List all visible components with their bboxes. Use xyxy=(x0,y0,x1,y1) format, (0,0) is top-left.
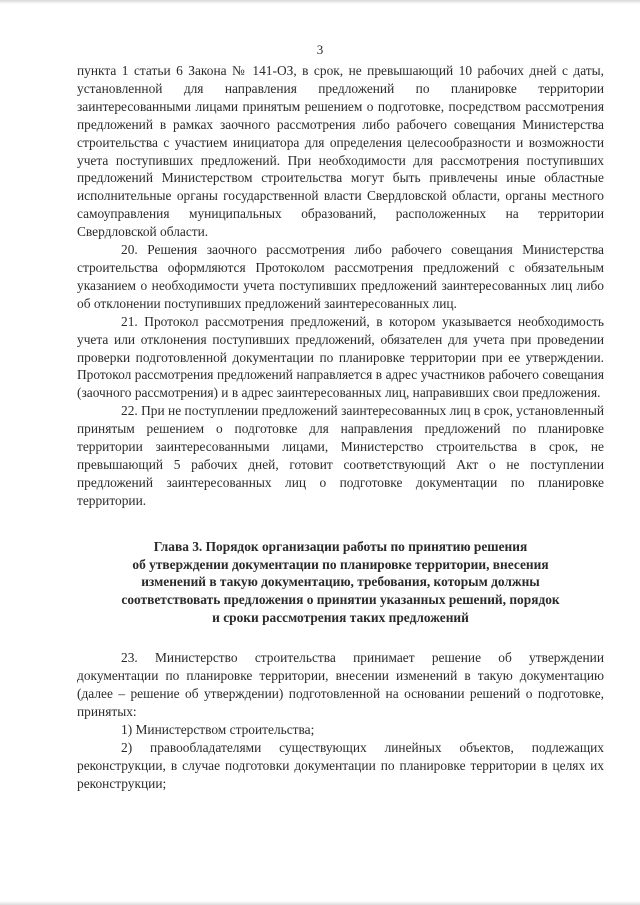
page-number: 3 xyxy=(316,42,324,57)
paragraph-continuation: пункта 1 статьи 6 Закона № 141-ОЗ, в срок, не превышающий 10 рабочих дней с даты, установленной для направления предложений по планировке территории заинтересованными лицами принятым решением о подготовке, посредством рассмотрения предложений в рамках заочного рассмотрения либо рабочего совещания Министерства строительства с участием инициатора для определения целесообразности и возможности учета поступивших предложений. При необходимости для рассмотрения поступивших предложений Министерством строительства могут быть привлечены иные областные исполнительные органы государственной власти Свердловской области, органы местного самоуправления муниципальных образований, расположенных на территории Свердловской области. xyxy=(77,63,604,240)
scan-edge-bottom xyxy=(0,901,640,905)
chapter-heading-line: и сроки рассмотрения таких предложений xyxy=(212,610,469,626)
scan-edge-top xyxy=(0,0,640,4)
chapter-heading-line: изменений в такую документацию, требования, которым должны xyxy=(141,574,540,590)
chapter-heading-line: об утверждении документации по планировке территории, внесения xyxy=(132,556,549,572)
chapter-heading-line: Глава 3. Порядок организации работы по принятию решения xyxy=(153,538,528,554)
list-item-2: 2) правообладателями существующих линейных объектов, подлежащих реконструкции, в случае подготовки документации по планировке территории в целях их реконструкции; xyxy=(77,739,604,791)
list-item-1: 1) Министерством строительства; xyxy=(121,721,315,737)
paragraph-21: 21. Протокол рассмотрения предложений, в котором указывается необходимость учета или отклонения поступивших предложений, обязателен для учета при проведении проверки подготовленной документации по планировке территории при ее утверждении. Протокол рассмотрения предложений направляется в адрес участников рабочего совещания (заочного рассмотрения) и в адрес заинтересованных лиц, направивших свои предложения. xyxy=(77,313,604,401)
document-body xyxy=(77,62,604,792)
paragraph-22: 22. При не поступлении предложений заинтересованных лиц в срок, установленный принятым решением о подготовке для направления предложений по планировке территории заинтересованными лицами, Министерство строительства в срок, не превышающий 5 рабочих дней, готовит соответствующий Акт о не поступлении предложений заинтересованных лиц о подготовке документации по планировке территории. xyxy=(77,403,604,508)
paragraph-23: 23. Министерство строительства принимает решение об утверждении документации по планировке территории, внесении изменений в такую документацию (далее – решение об утверждении) подготовленной на основании решений о подготовке, принятых: xyxy=(77,650,604,719)
chapter-heading-line: соответствовать предложения о принятии указанных решений, порядок xyxy=(121,592,560,608)
paragraph-20: 20. Решения заочного рассмотрения либо рабочего совещания Министерства строительства оформляются Протоколом рассмотрения предложений с обязательным указанием о необходимости учета поступивших предложений заинтересованных лиц либо об отклонении поступивших предложений заинтересованных лиц. xyxy=(77,242,604,311)
chapter-3-heading xyxy=(77,538,604,628)
